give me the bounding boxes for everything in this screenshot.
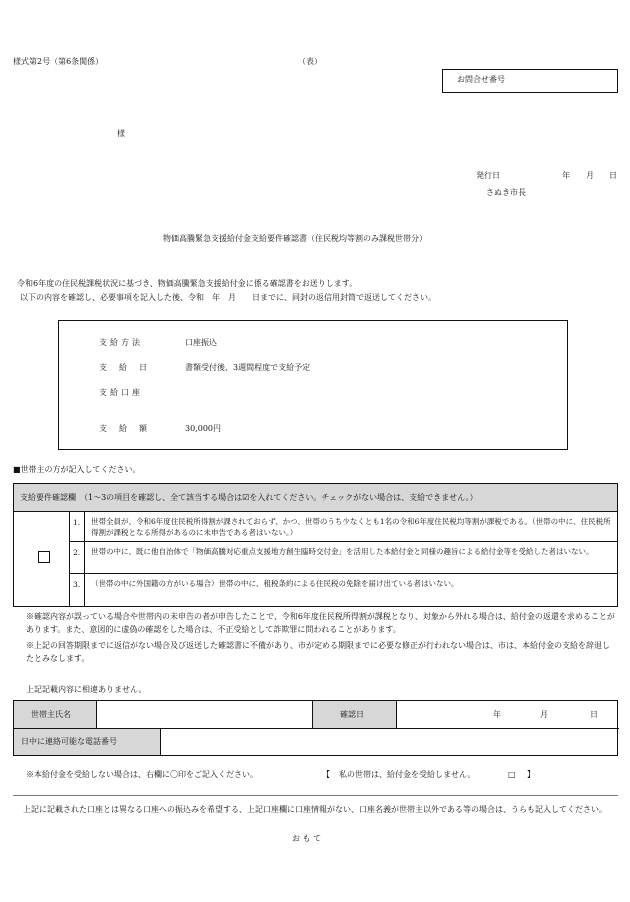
- intro-line-1: 令和6年度の住民税課税状況に基づき、物価高騰緊急支援給付金に係る確認書をお送りします。: [17, 279, 358, 288]
- issuer: さぬき市長: [486, 188, 526, 197]
- footer-text: 上記に記載された口座とは異なる口座への振込みを希望する、上記口座欄に口座情報がない、口座名義が世帯主以外である等の場合は、うらも記入してください。: [23, 805, 607, 814]
- household-head-name-label: 世帯主氏名: [31, 710, 71, 719]
- confirmation-table: [13, 483, 618, 607]
- item-number: 1.: [70, 512, 85, 541]
- confirmation-header: 支給要件確認欄 （1～3の項目を確認し、全て該当する場合は☑を入れてください。チェックがない場合は、支給できません。）: [14, 484, 617, 512]
- side-label: （表）: [298, 57, 322, 66]
- item-text: 世帯全員が、令和6年度住民税所得割が課されておらず、かつ、世帯のうち少なくとも1名の令和6年度住民税均等割が課税である。（世帯の中に、住民税所得割が課税となる所得があるのに未申告である者はいない。）: [91, 517, 611, 538]
- issue-month: 月: [586, 171, 594, 180]
- confirm-date-label: 確認日: [340, 710, 364, 719]
- item-number: 2.: [70, 542, 85, 573]
- decline-bracket-open: 【: [322, 770, 330, 779]
- decline-bracket-close: 】: [527, 770, 535, 779]
- confirm-date-label-cell: [313, 701, 397, 729]
- item-number: 3.: [70, 574, 85, 606]
- confirmation-checkbox[interactable]: [38, 551, 50, 563]
- household-head-name-field[interactable]: [97, 701, 313, 729]
- phone-label: 日中に連絡可能な電話番号: [21, 737, 117, 746]
- intro-line-2: 以下の内容を確認し、必要事項を記入した後、令和 年 月 日までに、同封の返信用封筒で返送してください。: [20, 293, 436, 302]
- confirm-date-day: 日: [590, 710, 598, 719]
- agree-statement: 上記記載内容に相違ありません。: [26, 685, 147, 694]
- confirm-date-year: 年: [493, 710, 501, 719]
- payment-account-label: 支給口座: [99, 388, 143, 397]
- decline-note: ※本給付金を受給しない場合は、右欄に〇印をご記入ください。: [26, 770, 258, 779]
- issue-day: 日: [609, 171, 617, 180]
- confirmation-item: [70, 542, 617, 574]
- phone-label-cell: [14, 729, 161, 755]
- form-number: 様式第2号（第6条関係）: [13, 57, 104, 66]
- confirmation-item: [70, 512, 617, 542]
- reference-number-box[interactable]: [442, 69, 618, 93]
- confirmation-checkbox-cell: [14, 512, 70, 606]
- payment-date-label: 支給日: [99, 363, 159, 372]
- note-false-claim: ※確認内容が誤っている場合や世帯内の未申告の者が申告したことで、令和6年度住民税所得割が課税となり、対象から外れる場合は、給付金の返還を求めることがあります。また、意図的に虚偽の確認をした場合は、不正受給として詐欺罪に問われることがあります。: [26, 612, 615, 634]
- confirm-date-month: 月: [540, 710, 548, 719]
- payment-amount-row: [99, 424, 221, 434]
- addressee-suffix: 様: [117, 129, 125, 138]
- reference-number-label: お問合せ番号: [457, 75, 505, 84]
- payment-amount-label: 支給額: [99, 424, 159, 433]
- payment-method-row: [99, 338, 217, 348]
- payment-date-row: [99, 363, 310, 373]
- front-side-label: お も て: [292, 834, 322, 843]
- head-instruction: ■世帯主の方が記入してください。: [13, 465, 141, 474]
- payment-method-label: 支給方法: [99, 338, 143, 347]
- confirmation-item: [70, 574, 617, 606]
- decline-statement: 私の世帯は、給付金を受給しません。: [339, 770, 476, 779]
- payment-method-value: 口座振込: [185, 338, 217, 347]
- issue-year: 年: [562, 171, 570, 180]
- phone-field[interactable]: [161, 729, 617, 755]
- payment-date-value: 書類受付後、3週間程度で支給予定: [185, 363, 311, 372]
- confirm-date-field[interactable]: [397, 701, 619, 729]
- payment-amount-value: 30,000円: [185, 424, 221, 433]
- payment-info-box: [58, 320, 568, 450]
- item-text: （世帯の中に外国籍の方がいる場合）世帯の中に、租税条約による住民税の免除を届け出ている者はいない。: [91, 579, 459, 588]
- issue-date-label: 発行日: [476, 171, 500, 180]
- payment-account-row: [99, 388, 185, 398]
- note-deadline: ※上記の回答期限までに返信がない場合及び返送した確認書に不備があり、市が定める期限までに必要な修正が行われない場合は、市は、本給付金の支給を辞退したとみなします。: [26, 641, 610, 663]
- household-head-name-label-cell: [14, 701, 97, 729]
- document-title: 物価高騰緊急支援給付金支給要件確認書（住民税均等割のみ課税世帯分）: [163, 234, 427, 243]
- decline-checkbox[interactable]: □: [508, 770, 516, 779]
- divider: [13, 795, 618, 796]
- item-text: 世帯の中に、既に他自治体で「物価高騰対応重点支援地方創生臨時交付金」を活用した本給付金と同様の趣旨による給付金等を受給した者はいない。: [91, 547, 594, 556]
- signature-table: [13, 700, 618, 756]
